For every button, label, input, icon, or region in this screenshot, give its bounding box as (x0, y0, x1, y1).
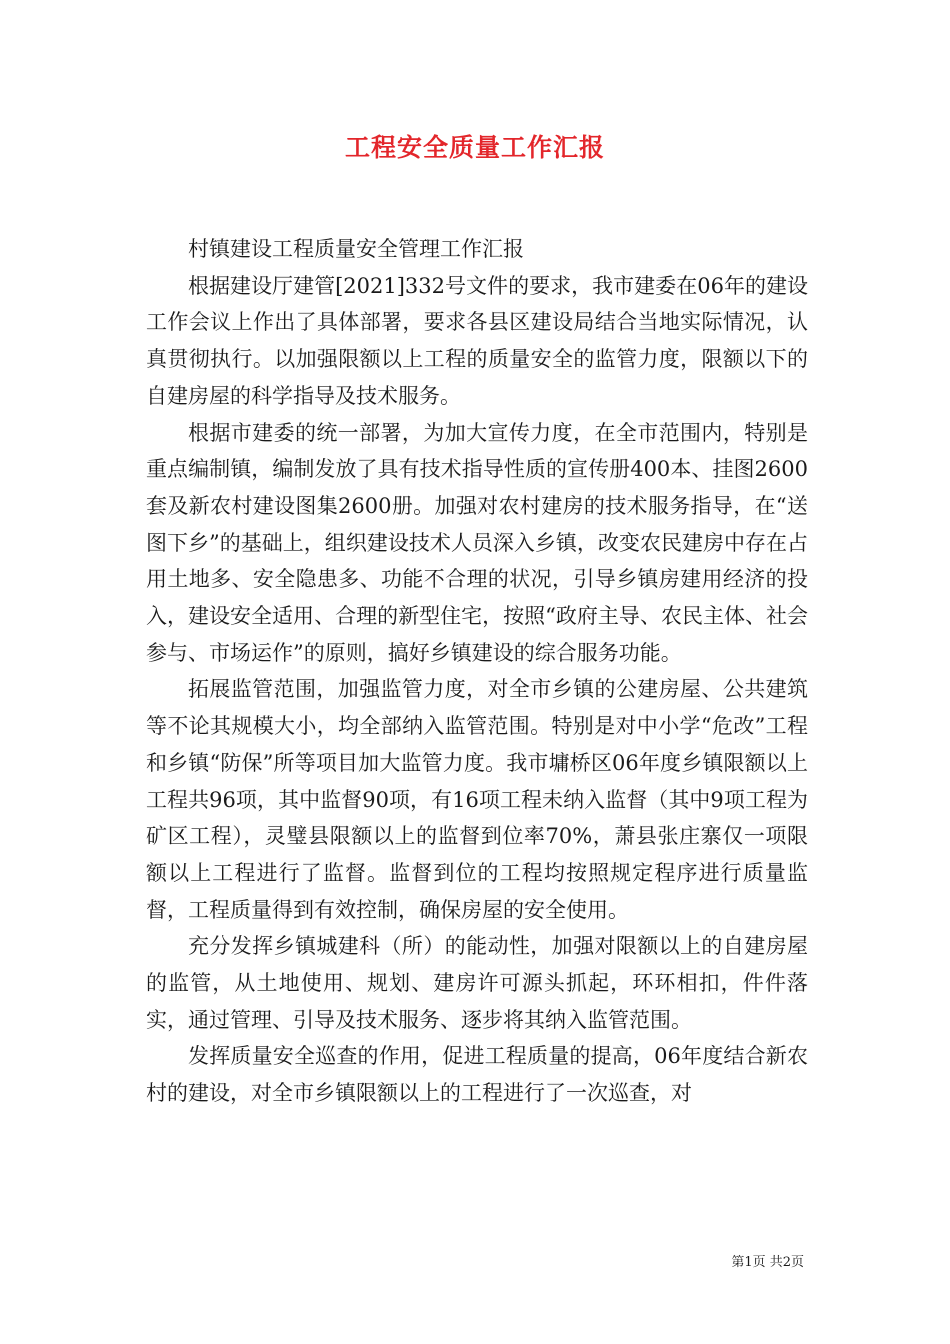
document-title: 工程安全质量工作汇报 (344, 133, 605, 162)
paragraph-2: 根据市建委的统一部署，为加大宣传力度，在全市范围内，特别是重点编制镇，编制发放了具有技术指导性质的宣传册400本、挂图2600套及新农村建设图集2600册。加强对农村建房的技术服务指导，在“送图下乡”的基础上，组织建设技术人员深入乡镇，改变农民建房中存在占用土地多、安全隐患多、功能不合理的状况，引导乡镇房建用经济的投入，建设安全适用、合理的新型住宅，按照“政府主导、农民主体、社会参与、市场运作”的原则，搞好乡镇建设的综合服务功能。 (146, 420, 808, 665)
page-number: 第1页 共2页 (731, 1255, 804, 1270)
document-subtitle: 村镇建设工程质量安全管理工作汇报 (188, 237, 524, 261)
paragraph-3: 拓展监管范围，加强监管力度，对全市乡镇的公建房屋、公共建筑等不论其规模大小，均全部纳入监管范围。特别是对中小学“危改”工程和乡镇“防保”所等项目加大监管力度。我市墉桥区06年度乡镇限额以上工程共96项，其中监督90项，有16项工程未纳入监督（其中9项工程为矿区工程），灵璧县限额以上的监督到位率70%，萧县张庄寨仅一项限额以上工程进行了监督。监督到位的工程均按照规定程序进行质量监督，工程质量得到有效控制，确保房屋的安全使用。 (146, 677, 808, 922)
paragraph-5: 发挥质量安全巡查的作用，促进工程质量的提高，06年度结合新农村的建设，对全市乡镇限额以上的工程进行了一次巡查，对 (146, 1044, 808, 1106)
paragraph-4: 充分发挥乡镇城建科（所）的能动性，加强对限额以上的自建房屋的监管，从土地使用、规划、建房许可源头抓起，环环相扣，件件落实，通过管理、引导及技术服务、逐步将其纳入监管范围。 (146, 934, 808, 1032)
paragraph-1: 根据建设厅建管[2021]332号文件的要求，我市建委在06年的建设工作会议上作出了具体部署，要求各县区建设局结合当地实际情况，认真贯彻执行。以加强限额以上工程的质量安全的监管力度，限额以下的自建房屋的科学指导及技术服务。 (146, 273, 808, 408)
document-body (146, 231, 808, 1112)
